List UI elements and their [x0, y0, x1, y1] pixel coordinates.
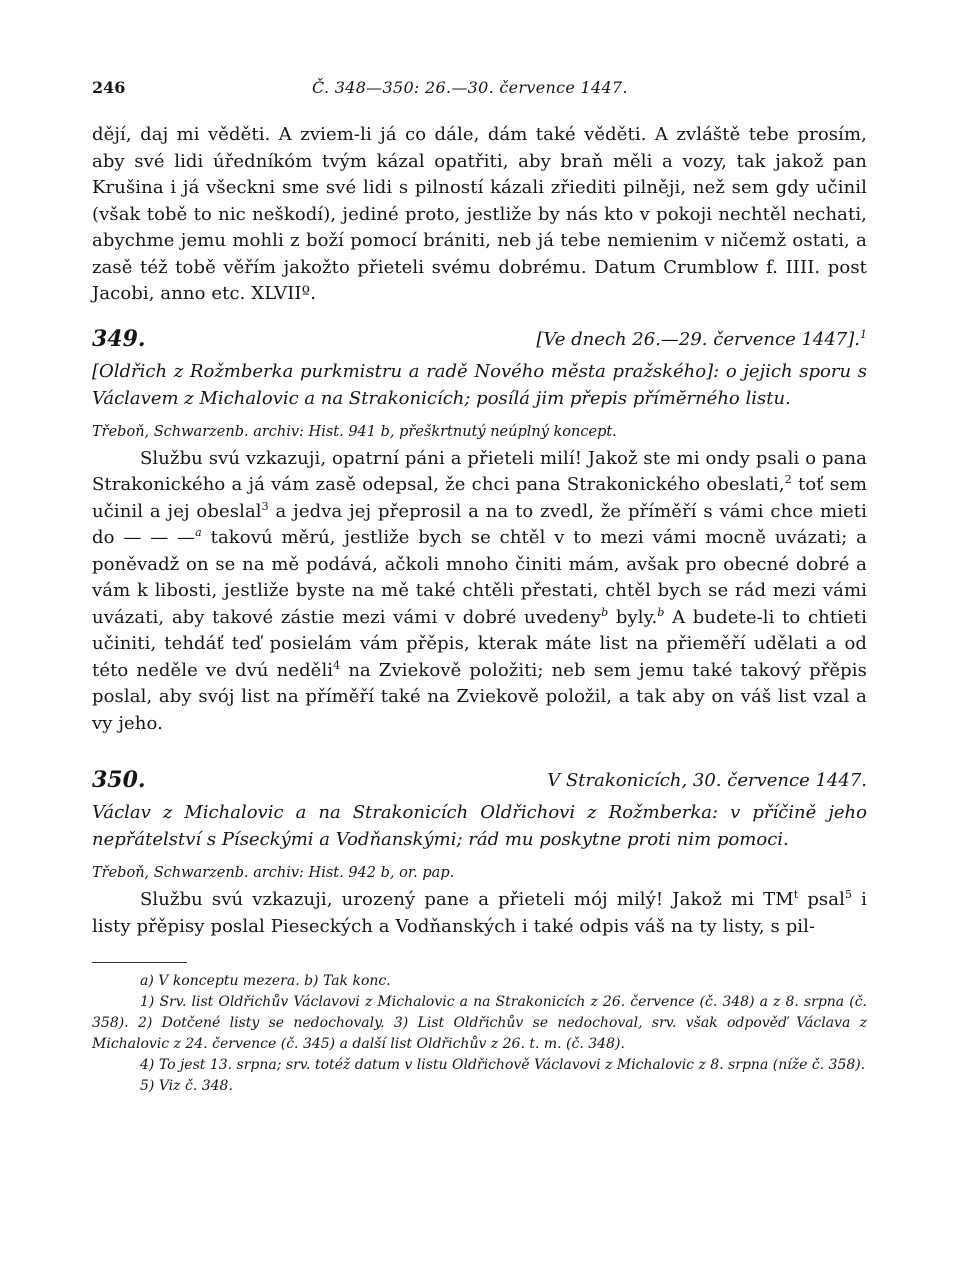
doc349-date-text: [Ve dnech 26.—29. července 1447]. — [536, 328, 860, 350]
doc350-text-3: i listy přěpisy poslal Pieseckých a Vodňanských i také odpis váš na ty listy, s pil- — [92, 889, 867, 937]
footnotes — [92, 971, 867, 1097]
footnote-ref-5: 5 — [844, 888, 853, 901]
footnote-ref-3: 3 — [261, 499, 269, 513]
doc349-source: Třeboň, Schwarzenb. archiv: Hist. 941 b, přeškrtnutý neúplný koncept. — [92, 423, 617, 440]
page-number: 246 — [92, 78, 126, 97]
footnote-4: 4) To jest 13. srpna; srv. totéž datum v listu Oldřichově Václavovi z Michalovic z 8. srpna (níže č. 358). — [140, 1057, 866, 1073]
footnote-ref-a: a — [195, 526, 202, 539]
footnote-ref-1: 1 — [860, 327, 867, 341]
footnote-ref-4: 4 — [333, 658, 341, 672]
doc348-continuation: dějí, daj mi věděti. A zviem-li já co dále, dám také věděti. A zvláště tebe prosím, aby své lidi úředníkóm tvým kázal opatřiti, aby braň měli a vozy, tak jakož pan Krušina i já všeckni sme své lidi s pilností kázali zřiediti pilněji, než sem gdy učinil (však tobě to nic neškodí), jediné proto, jestliže by nás kto v pokoji nechtěl nechati, abychme jemu mohli z boží pomocí brániti, neb já tebe nemienim v ničemž ostati, a zasě též tobě věřím jakožto přieteli svému dobrému. Datum Crumblow f. IIII. post Jacobi, anno etc. XLVIIº. — [92, 124, 867, 304]
doc349-text-6: A budete-li to chtieti učiniti, tehdáť teď posielám vám přěpis, kterak máte list na přieměří udělati a od této neděle ve dvú neděli — [92, 606, 867, 681]
doc349-date — [536, 329, 867, 350]
doc349-regest: [Oldřich z Rožmberka purkmistru a radě Nového města pražského]: o jejich sporu s Václavem z Michalovic a na Strakonicích; posílá jim přepis přímĕrného listu. — [92, 360, 867, 409]
doc350-text-1: Službu svú vzkazuji, urozený pane a přieteli mój milý! Jakož mi TM — [140, 889, 794, 910]
footnote-ref-b-2: b — [657, 605, 665, 619]
doc350-regest: Václav z Michalovic a na Strakonicích Oldřichovi z Rožmberka: v příčině jeho nepřátelství s Píseckými a Vodňanskými; rád mu poskytne proti nim pomoci. — [92, 802, 867, 850]
doc349-text-5: byly. — [608, 606, 658, 628]
doc350-text-2: psal — [798, 889, 845, 910]
doc350-heading — [92, 767, 867, 797]
doc349-text-7: na Zviekově položiti; neb sem jemu také takový přěpis poslal, aby svój list na příměří také na Zviekově položil, a tak aby on váš list vzal a vy jeho. — [92, 659, 867, 734]
footnote-ref-2: 2 — [784, 473, 792, 486]
doc349-text-4: takovú měrú, jestliže bych se chtěl v to mezi vámi mocně uvázati; a poněvadž on se na mě podává, ačkoli mnoho činiti mám, avšak pro obecné dobré a vám k libosti, jestliže byste na mě také chtěli přestati, chtěl bych se rád mezi vámi uvázati, aby takové zástie mezi vámi v dobré uvedeny — [92, 527, 868, 628]
doc350-text — [92, 887, 867, 940]
doc349-number: 349. — [92, 325, 146, 352]
doc349-text — [92, 446, 867, 738]
doc349-text-1: Službu svú vzkazuji, opatrní páni a přieteli milí! Jakož ste mi ondy psali o pana Strakonického a já vám zasě odepsal, že chci pana Strakonického obeslati, — [92, 447, 867, 495]
doc349-text-2: toť sem učinil a jej obeslal — [92, 474, 867, 522]
document-page — [92, 78, 867, 1097]
footnote-5: 5) Viz č. 348. — [140, 1078, 233, 1094]
footnote-ref-b: b — [601, 605, 609, 619]
superscript-t: t — [793, 888, 799, 901]
doc350-date: V Strakonicích, 30. července 1447. — [547, 770, 867, 791]
running-title: Č. 348—350: 26.—30. července 1447. — [312, 78, 628, 97]
footnote-1-3: 1) Srv. list Oldřichův Václavovi z Michalovic a na Strakonicích z 26. července (č. 348) a z 8. srpna (č. 358). 2) Dotčené listy se nedochovaly. 3) List Oldřichův se nedochoval, srv. však odpověď Václava z Michalovic z 24. července (č. 345) a další list Oldřichův z 26. t. m. (č. 348). — [92, 994, 867, 1052]
doc350-number: 350. — [92, 767, 146, 793]
doc349-text-3: a jedva jej přeprosil a na to zvedl, že příměří s vámi chce mieti do — — — — [92, 500, 867, 548]
page-header — [92, 78, 867, 102]
footnote-divider — [92, 962, 187, 963]
doc350-source: Třeboň, Schwarzenb. archiv: Hist. 942 b, or. pap. — [92, 865, 455, 881]
doc349-heading — [92, 326, 867, 356]
footnote-critical: a) V konceptu mezera. b) Tak konc. — [140, 973, 391, 989]
